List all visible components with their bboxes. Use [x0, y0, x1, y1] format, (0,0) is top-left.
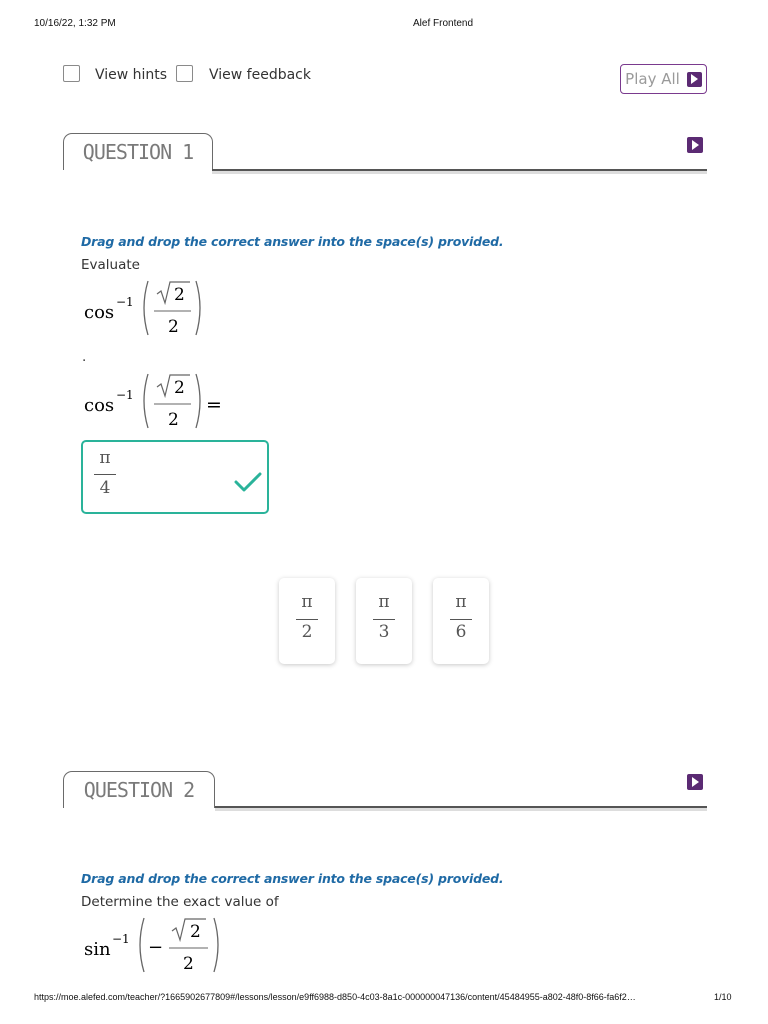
expr-denominator: 2	[168, 410, 179, 430]
expr-denominator: 2	[168, 317, 179, 337]
play-all-label: Play All	[625, 70, 680, 88]
option-fraction-bar	[450, 619, 472, 620]
expr-denominator: 2	[183, 954, 194, 974]
expr-exponent: −1	[112, 932, 130, 946]
question-1-tab	[63, 133, 213, 170]
question-1-title: QUESTION 1	[82, 140, 194, 164]
question-1-prompt: Evaluate	[81, 257, 140, 273]
option-tile[interactable]	[356, 578, 412, 664]
print-title: Alef Frontend	[413, 18, 474, 29]
view-hints-checkbox[interactable]	[63, 65, 80, 82]
question-1-equation	[80, 371, 230, 433]
play-icon	[691, 140, 699, 150]
question-1-divider-shadow	[212, 171, 707, 174]
play-all-button[interactable]	[620, 64, 707, 94]
question-2-instruction: Drag and drop the correct answer into the space(s) provided.	[81, 871, 504, 886]
question-1-expression	[80, 277, 220, 339]
print-page-number: 1/10	[714, 992, 732, 1002]
expr-func: cos	[84, 395, 115, 416]
play-icon	[687, 72, 702, 87]
question-2-play-button[interactable]	[687, 774, 703, 790]
expr-equals: =	[206, 394, 222, 416]
question-1-period: .	[82, 349, 87, 365]
expr-radicand: 2	[174, 285, 185, 305]
question-2-title: QUESTION 2	[83, 778, 195, 802]
checkmark-icon	[233, 470, 263, 494]
expr-sign: −	[148, 937, 164, 958]
expr-radicand: 2	[174, 378, 185, 398]
question-2-expression	[80, 914, 230, 976]
option-numerator: π	[378, 592, 390, 612]
option-fraction-bar	[296, 619, 318, 620]
expr-func: cos	[84, 302, 115, 323]
print-url: https://moe.alefed.com/teacher/?1665902677809#/lessons/lesson/e9ff6988-d850-4c03-8a1c-000000047136/content/45484955-a802-48f0-8f66-fa6f2…	[34, 992, 636, 1002]
option-denominator: 2	[301, 622, 313, 642]
view-feedback-label[interactable]: View feedback	[209, 67, 311, 83]
print-datetime: 10/16/22, 1:32 PM	[34, 18, 116, 29]
option-numerator: π	[301, 592, 313, 612]
expr-exponent: −1	[116, 295, 134, 309]
answer-fraction-bar	[94, 474, 116, 475]
question-1-play-button[interactable]	[687, 137, 703, 153]
answer-drop-zone[interactable]	[81, 440, 269, 514]
option-denominator: 6	[455, 622, 467, 642]
answer-numerator: π	[99, 448, 111, 468]
question-2-prompt: Determine the exact value of	[81, 894, 279, 910]
view-feedback-checkbox[interactable]	[176, 65, 193, 82]
option-denominator: 3	[378, 622, 390, 642]
expr-radicand: 2	[190, 922, 201, 942]
question-2-tab	[63, 771, 215, 808]
option-tile[interactable]	[433, 578, 489, 664]
option-fraction-bar	[373, 619, 395, 620]
play-icon	[691, 777, 699, 787]
view-hints-label[interactable]: View hints	[95, 67, 168, 83]
expr-func: sin	[84, 939, 111, 960]
question-2-divider-shadow	[215, 808, 707, 811]
expr-exponent: −1	[116, 388, 134, 402]
answer-denominator: 4	[99, 478, 111, 498]
option-tile[interactable]	[279, 578, 335, 664]
question-1-instruction: Drag and drop the correct answer into the space(s) provided.	[81, 234, 504, 249]
option-numerator: π	[455, 592, 467, 612]
